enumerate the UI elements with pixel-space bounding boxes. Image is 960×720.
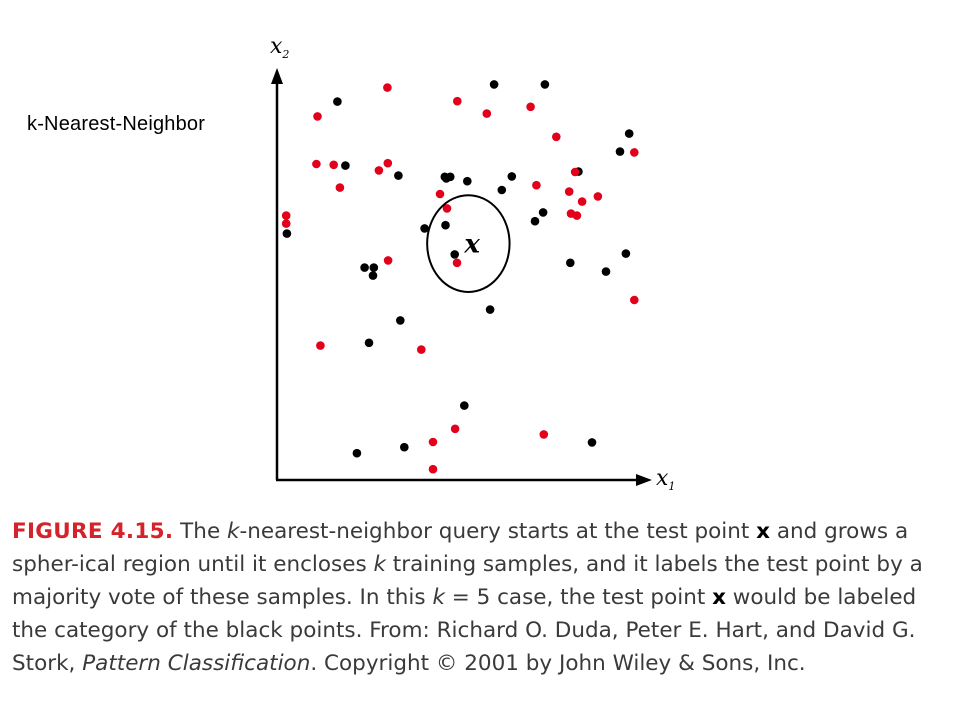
red-point-21 — [567, 209, 576, 218]
red-point-25 — [453, 259, 462, 268]
red-point-8 — [329, 161, 338, 170]
black-point-33 — [588, 438, 597, 447]
black-point-12 — [360, 263, 369, 272]
red-point-14 — [532, 181, 541, 190]
red-point-10 — [384, 159, 393, 168]
black-point-25 — [566, 259, 575, 268]
black-point-1 — [333, 97, 342, 106]
red-point-22 — [282, 211, 291, 220]
red-point-11 — [375, 166, 384, 175]
query-region — [427, 195, 509, 292]
slide-title: k-Nearest-Neighbor — [27, 113, 206, 135]
red-point-26 — [316, 341, 325, 350]
black-point-15 — [396, 316, 405, 325]
black-point-32 — [460, 401, 469, 410]
red-point-30 — [429, 438, 438, 447]
black-point-16 — [365, 339, 374, 348]
black-point-18 — [508, 172, 517, 181]
red-point-32 — [540, 430, 549, 439]
black-point-24 — [486, 305, 495, 314]
red-point-3 — [453, 97, 462, 106]
red-point-18 — [571, 168, 580, 177]
black-point-6 — [446, 173, 455, 182]
red-point-28 — [630, 296, 639, 305]
y-axis-label: $x_2$ — [270, 34, 290, 61]
data-points — [282, 80, 639, 473]
black-point-31 — [400, 443, 409, 452]
red-point-4 — [483, 109, 492, 118]
black-point-27 — [622, 249, 631, 258]
black-point-17 — [498, 186, 507, 195]
red-point-17 — [594, 192, 603, 201]
red-point-15 — [565, 187, 574, 196]
black-point-10 — [450, 250, 459, 259]
red-point-7 — [312, 160, 321, 169]
red-point-1 — [313, 112, 322, 121]
figure-label: FIGURE 4.15. — [12, 519, 174, 544]
x-axis-label: $x_1$ — [656, 466, 676, 493]
red-point-6 — [552, 133, 561, 142]
black-point-8 — [441, 221, 450, 230]
axes — [270, 34, 675, 493]
figure-caption: FIGURE 4.15. The k-nearest-neighbor query starts at the test point x and grows a spher-ical region until it encloses k training samples, and it labels the test point by a majority vote of these samples. In this k = 5 case, the test point x would be labeled the category of the black points. From: Richard O. Duda, Peter E. Hart, and David G. Stork, Pattern Classification. Copyright © 2001 by John Wiley & Sons, Inc. — [12, 519, 923, 676]
red-point-19 — [630, 148, 639, 157]
red-point-5 — [526, 103, 535, 112]
red-point-16 — [578, 197, 587, 206]
black-point-9 — [463, 177, 472, 186]
red-point-9 — [336, 183, 345, 192]
black-point-19 — [531, 217, 540, 226]
black-point-20 — [539, 208, 548, 217]
x-axis-arrow — [636, 474, 652, 486]
query-point-label: x — [464, 229, 480, 260]
book-title: Pattern Classification — [82, 651, 311, 676]
black-point-14 — [369, 271, 378, 280]
black-point-11 — [283, 229, 292, 238]
black-point-23 — [616, 147, 625, 156]
red-point-29 — [451, 425, 460, 434]
black-point-30 — [353, 449, 362, 458]
red-point-24 — [384, 256, 393, 265]
red-point-23 — [282, 219, 291, 228]
black-point-29 — [541, 80, 550, 89]
red-point-12 — [436, 190, 445, 199]
y-axis-arrow — [271, 68, 283, 84]
black-point-22 — [625, 129, 634, 138]
red-point-31 — [429, 465, 438, 474]
red-point-2 — [383, 83, 392, 92]
black-point-28 — [490, 80, 499, 89]
black-point-2 — [341, 161, 350, 170]
red-point-27 — [417, 345, 426, 354]
black-point-26 — [602, 267, 611, 276]
black-point-3 — [394, 171, 403, 180]
black-point-13 — [370, 263, 379, 272]
